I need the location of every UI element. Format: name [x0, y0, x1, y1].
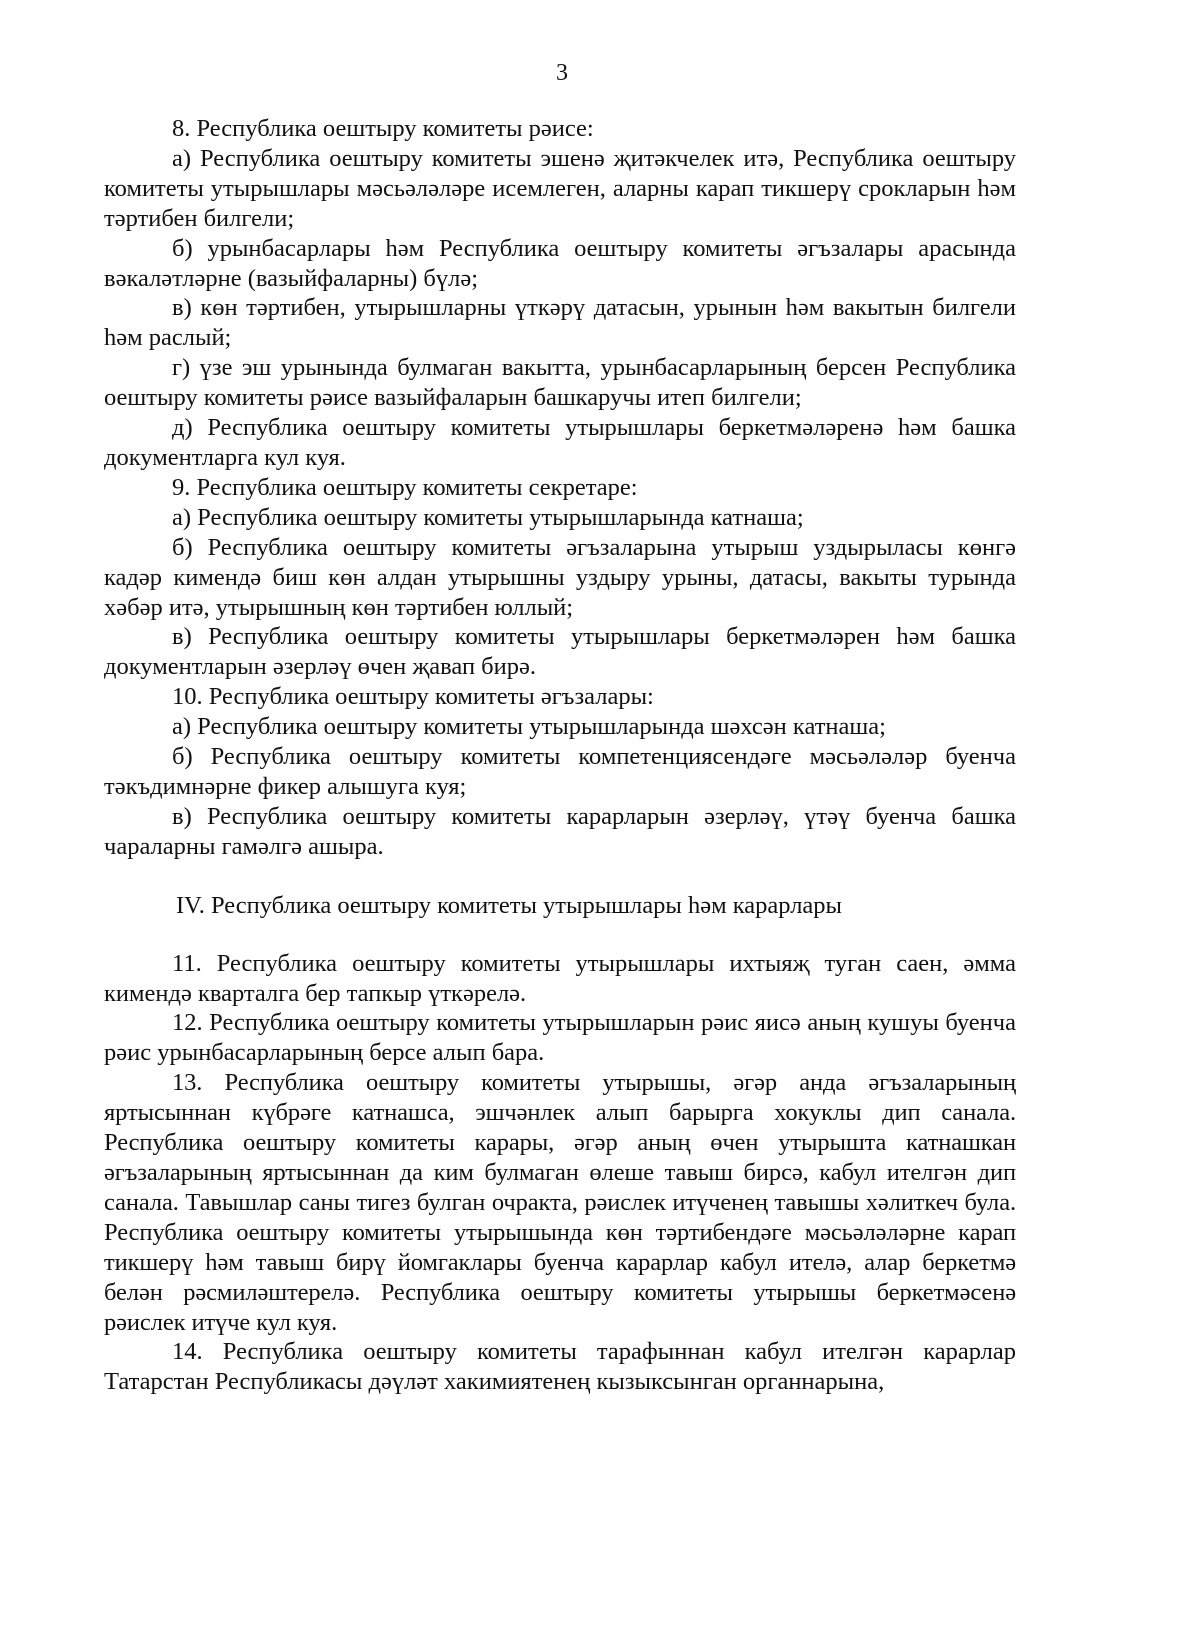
paragraph-9b: б) Республика оештыру комитеты әгъзаларына утырыш уздырыласы көнгә кадәр кимендә биш көн алдан утырышны уздыру урыны, датасы, вакыты турында хәбәр итә, утырышның көн тәртибен юллый;	[104, 533, 1016, 621]
paragraph-10b: б) Республика оештыру комитеты компетенциясендәге мәсьәләләр буенча тәкъдимнәрне фикер алышуга куя;	[104, 743, 1016, 800]
paragraph-8: 8. Республика оештыру комитеты рәисе:	[172, 115, 594, 142]
document-page	[104, 58, 1016, 1397]
paragraph-8v: в) көн тәртибен, утырышларны үткәрү датасын, урынын һәм вакытын билгели һәм раслый;	[104, 294, 1016, 352]
paragraph-12: 12. Республика оештыру комитеты утырышларын рәис яисә аның кушуы буенча рәис урынбасарларының берсе алып бара.	[104, 1009, 1016, 1067]
paragraph-13: 13. Республика оештыру комитеты утырышы, әгәр анда әгъзаларының яртысыннан күбрәге катнашса, эшчәнлек алып барырга хокуклы дип санала. Республика оештыру комитеты карары, әгәр аның өчен утырышта катнашкан әгъзаларының яртысыннан да ким булмаган өлеше тавыш бирсә, кабул ителгән дип санала. Тавышлар саны тигез булган очракта, рәислек итүченең тавышы хәлиткеч була. Республика оештыру комитеты утырышында көн тәртибендәге мәсьәләләрне карап тикшерү һәм тавыш бирү йомгаклары буенча карарлар кабул ителә, алар беркетмә белән рәсмиләштерелә. Республика оештыру комитеты утырышы беркетмәсенә рәислек итүче кул куя.	[104, 1069, 1016, 1336]
paragraph-10v: в) Республика оештыру комитеты карарларын әзерләү, үтәү буенча башка чараларны гамәлгә ашыра.	[104, 802, 1016, 860]
paragraph-11: 11. Республика оештыру комитеты утырышлары ихтыяҗ туган саен, әмма кимендә кварталга бер тапкыр үткәрелә.	[104, 949, 1016, 1007]
paragraph-10a: а) Республика оештыру комитеты утырышларында шәхсән катнаша;	[172, 713, 886, 741]
page-number: 3	[556, 60, 568, 86]
section-heading: IV. Республика оештыру комитеты утырышлары һәм карарлары	[176, 891, 843, 919]
paragraph-9v: в) Республика оештыру комитеты утырышлары беркетмәләрен һәм башка документларын әзерләү өчен җавап бирә.	[104, 623, 1016, 681]
paragraph-8d: д) Республика оештыру комитеты утырышлары беркетмәләренә һәм башка документларга кул куя.	[104, 414, 1016, 471]
paragraph-9: 9. Республика оештыру комитеты секретаре:	[172, 473, 638, 501]
paragraph-10: 10. Республика оештыру комитеты әгъзалары:	[172, 683, 654, 711]
paragraph-9a: а) Республика оештыру комитеты утырышларында катнаша;	[172, 503, 804, 531]
paragraph-8b: б) урынбасарлары һәм Республика оештыру комитеты әгъзалары арасында вәкаләтләрне (вазыйфаларны) бүлә;	[104, 234, 1016, 292]
paragraph-14: 14. Республика оештыру комитеты тарафыннан кабул ителгән карарлар Татарстан Республикасы дәүләт хакимиятенең кызыксынган органнарына,	[104, 1338, 1016, 1396]
paragraph-8a: а) Республика оештыру комитеты эшенә җитәкчелек итә, Республика оештыру комитеты утырышлары мәсьәләләре исемлеген, аларны карап тикшерү срокларын һәм тәртибен билгели;	[104, 144, 1016, 232]
paragraph-8g: г) үзе эш урынында булмаган вакытта, урынбасарларының берсен Республика оештыру комитеты рәисе вазыйфаларын башкаручы итеп билгели;	[104, 354, 1016, 412]
